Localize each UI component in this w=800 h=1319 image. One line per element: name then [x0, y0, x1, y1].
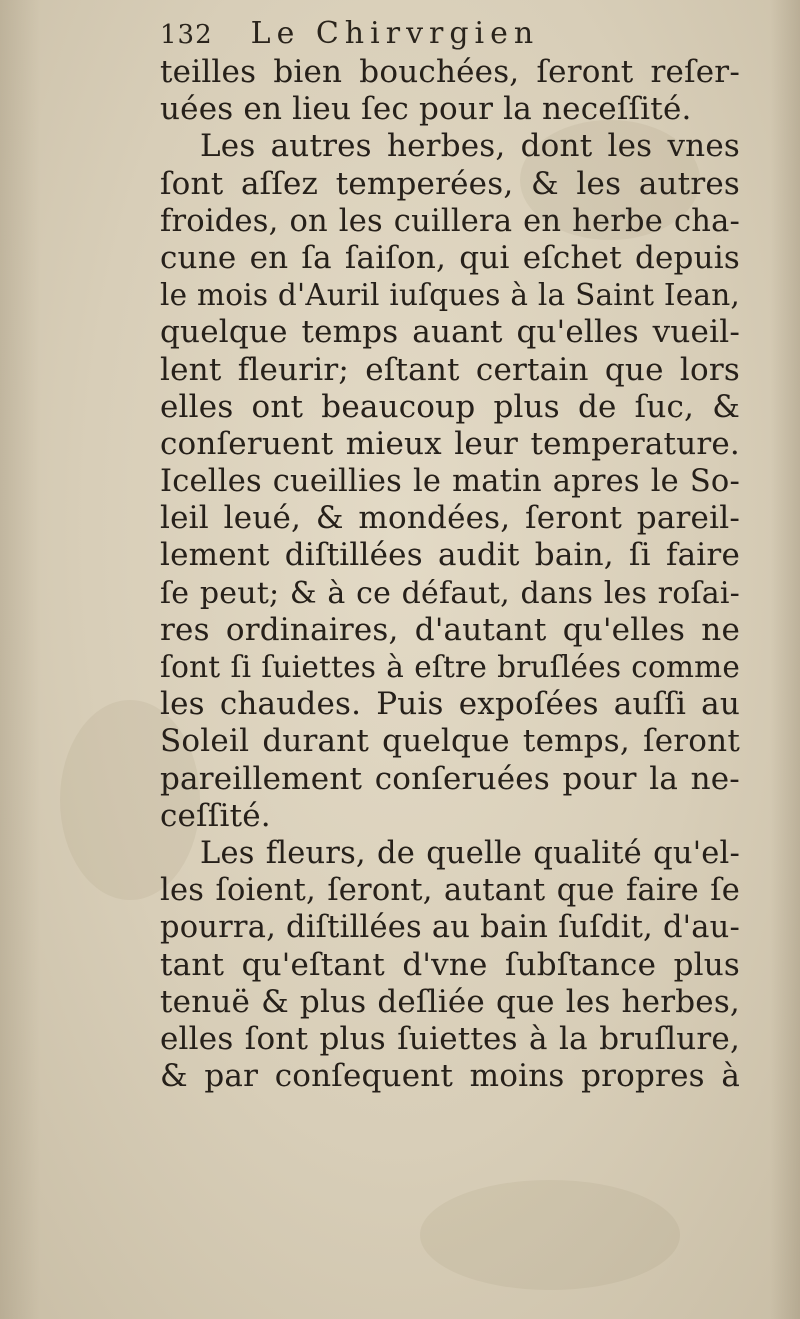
running-head: Le Chirvrgien	[250, 16, 540, 51]
text-line: & par conſequent moins propres à	[160, 1058, 740, 1095]
text-line: elles ſont plus ſuiettes à la bruſlure,	[160, 1020, 740, 1057]
text-line: les chaudes. Puis expoſées auſſi au	[160, 686, 740, 723]
text-line: conſeruent mieux leur temperature.	[160, 425, 740, 462]
body-text	[160, 54, 740, 1095]
text-line: Icelles cueillies le matin apres le So-	[160, 464, 740, 500]
text-line: les ſoient, ſeront, autant que faire ſe	[160, 873, 740, 909]
text-line: leil leué, & mondées, ſeront pareil-	[160, 500, 740, 537]
text-line: tant qu'eſtant d'vne ſubſtance plus	[160, 946, 740, 983]
text-line: ſont ſi ſuiettes à eſtre bruſlées comme	[160, 650, 740, 684]
page-gutter-shadow	[0, 0, 40, 1319]
text-line: res ordinaires, d'autant qu'elles ne	[160, 611, 740, 648]
text-line: pourra, diſtillées au bain ſuſdit, d'au-	[160, 910, 740, 946]
page-edge-shadow	[770, 0, 800, 1319]
text-line: le mois d'Auril iuſques à la Saint Iean,	[160, 278, 740, 313]
text-line: Les autres herbes, dont les vnes	[200, 128, 740, 165]
text-line: teilles bien bouchées, ſeront reſer-	[160, 54, 740, 90]
text-line: froides, on les cuillera en herbe cha-	[160, 203, 740, 239]
text-line: lement diſtillées audit bain, ſi faire	[160, 537, 740, 574]
text-line: ſont aſſez temperées, & les autres	[160, 165, 740, 202]
page-number: 132	[160, 20, 213, 50]
text-line: cune en ſa ſaiſon, qui eſchet depuis	[160, 239, 740, 276]
text-line: ceſſité.	[160, 797, 271, 834]
paper-stain	[420, 1180, 680, 1290]
text-line: elles ont beaucoup plus de ſuc, &	[160, 388, 740, 425]
text-line: lent fleurir; eſtant certain que lors	[160, 351, 740, 388]
text-line: Les fleurs, de quelle qualité qu'el-	[200, 835, 740, 871]
text-line: Soleil durant quelque temps, ſeront	[160, 723, 740, 760]
text-line: pareillement conſeruées pour la ne-	[160, 760, 740, 797]
text-line: quelque temps auant qu'elles vueil-	[160, 314, 740, 351]
text-line: uées en lieu ſec pour la neceſſité.	[160, 91, 692, 128]
text-line: ſe peut; & à ce défaut, dans les roſai-	[160, 575, 740, 611]
text-line: tenuë & plus deſliée que les herbes,	[160, 983, 740, 1020]
page-header	[160, 16, 539, 56]
